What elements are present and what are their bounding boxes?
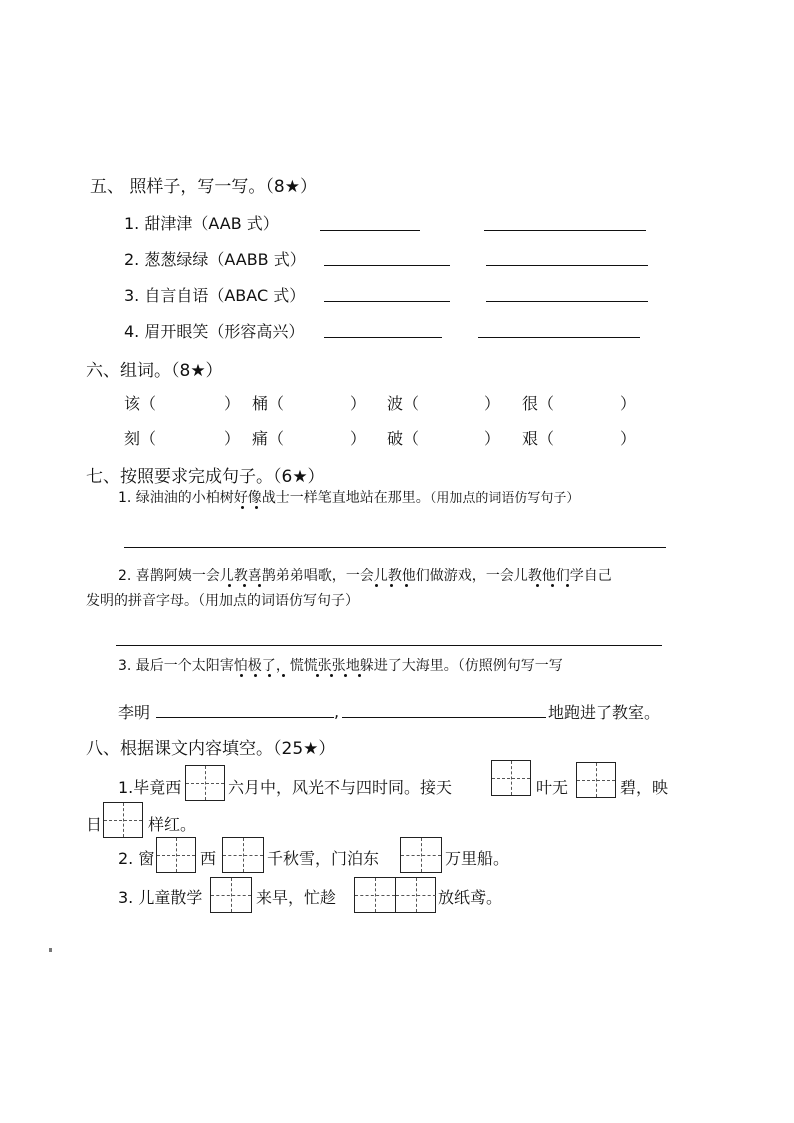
s7-q1-post: 战士一样笔直地站在那里。 [261,490,430,506]
s7-q1-note: （用加点的词语仿写句子） [429,491,580,506]
s8-q2-text: 西 [200,849,217,868]
s8-q1-text: 碧，映 [620,778,669,797]
s5-answer-line-2b[interactable] [486,265,648,266]
s6-word-hen: 很（ [522,394,555,413]
s7-q2-dotted-2: 一会儿 [345,568,388,584]
tianzige-box-double[interactable] [354,877,436,913]
tianzige-box[interactable] [576,762,616,798]
s5-answer-line-3b[interactable] [486,301,648,302]
s6-paren-close: ） [620,429,637,448]
section-8-title: 八、根据课文内容填空。（25★） [86,739,336,759]
s5-item-3: 3. 自言自语（ABAC 式） [124,286,306,305]
s5-answer-line-4a[interactable] [324,337,442,338]
scan-speck [49,948,52,952]
s8-q2-text: 千秋雪，门泊东 [267,849,380,868]
emphasis-dots [236,674,296,680]
s5-answer-line-1b[interactable] [484,230,646,231]
s7-q3-dotted-2: 慌慌张张 [289,658,346,674]
tianzige-box[interactable] [400,837,442,873]
s5-answer-line-1a[interactable] [320,230,420,231]
s7-ans-post: 地跑进了教室。 [548,703,661,722]
s6-word-po: 破（ [387,429,420,448]
s7-q3-text: ， [275,658,290,674]
s8-q1-text: 1.毕竟西 [118,778,182,797]
s5-answer-line-3a[interactable] [324,301,450,302]
s7-q2-text: 教他们做游戏， [387,568,486,584]
s8-q3-text: 3. 儿童散学 [118,888,203,907]
emphasis-dots [236,506,276,512]
section-6-title: 六、组词。（8★） [86,361,223,381]
s6-word-bo: 波（ [387,394,420,413]
s6-word-tong2: 痛（ [252,429,285,448]
s7-q1-pre: 1. 绿油油的小柏树 [118,490,234,506]
s8-q2-text: 万里船。 [445,849,510,868]
s8-q3-text: 来早，忙趁 [256,888,337,907]
s7-q1 [118,487,579,507]
section-7-title: 七、按照要求完成句子。（6★） [86,467,325,487]
tianzige-box[interactable] [156,837,196,873]
s6-paren-close: ） [484,429,501,448]
s7-ans-pre: 李明 [118,703,151,722]
s7-q1-answer-line[interactable] [124,547,666,548]
s8-q2-text: 2. 窗 [118,849,155,868]
s7-q1-dotted: 好像 [233,490,262,506]
s5-item-1: 1. 甜津津（AAB 式） [124,214,279,233]
s7-ans-comma: , [334,702,340,721]
s7-ans-blank-2[interactable] [342,717,546,718]
emphasis-dots [371,584,421,590]
s6-paren-close: ） [224,429,241,448]
s8-q3-text: 放纸鸢。 [438,888,503,907]
s6-word-jian: 艰（ [522,429,555,448]
s6-paren-close: ） [620,394,637,413]
tianzige-box[interactable] [103,802,143,838]
s6-paren-close: ） [350,429,367,448]
s8-q1-text: 叶无 [536,778,569,797]
emphasis-dots [532,584,582,590]
s7-q2-dotted-3: 一会儿 [485,568,528,584]
s6-paren-close: ） [224,394,241,413]
s6-word-ke: 刻（ [124,429,157,448]
emphasis-dots [312,674,372,680]
s7-q3 [118,655,563,675]
s7-q2-text: 2. 喜鹊阿姨 [118,568,192,584]
s6-paren-close: ） [484,394,501,413]
s6-paren-close: ） [350,394,367,413]
s7-q3-text: 3. 最后一个太阳 [118,658,220,674]
s8-q1b-text: 样红。 [148,815,197,834]
s7-ans-blank-1[interactable] [156,717,334,718]
tianzige-box[interactable] [491,760,531,796]
tianzige-box[interactable] [210,877,252,913]
s7-q2-answer-line[interactable] [116,645,662,646]
s5-item-4: 4. 眉开眼笑（形容高兴） [124,322,305,341]
tianzige-box[interactable] [185,765,225,801]
s8-q1b-text: 日 [86,815,103,834]
s7-q3-dotted-1: 害怕极了 [219,658,276,674]
s7-q2-dotted-1: 一会儿 [191,568,234,584]
s5-answer-line-2a[interactable] [324,265,450,266]
s7-q2-text: 教他们学自己 [527,568,612,584]
s7-q2-line2: 发明的拼音字母。（用加点的词语仿写句子） [86,593,359,609]
s7-q2-text: 教喜鹊弟弟唱歌， [233,568,346,584]
s5-answer-line-4b[interactable] [478,337,640,338]
s7-q2-line1 [118,565,612,585]
s7-q3-text: 地躲进了大海里。（仿照例句写一写 [345,658,563,674]
section-5-title: 五、 照样子，写一写。（8★） [90,177,317,197]
s6-word-gai: 该（ [124,394,157,413]
s5-item-2: 2. 葱葱绿绿（AABB 式） [124,250,306,269]
tianzige-box[interactable] [222,837,264,873]
s6-word-tong: 桶（ [252,394,285,413]
s8-q1-text: 六月中，风光不与四时同。接天 [228,778,453,797]
